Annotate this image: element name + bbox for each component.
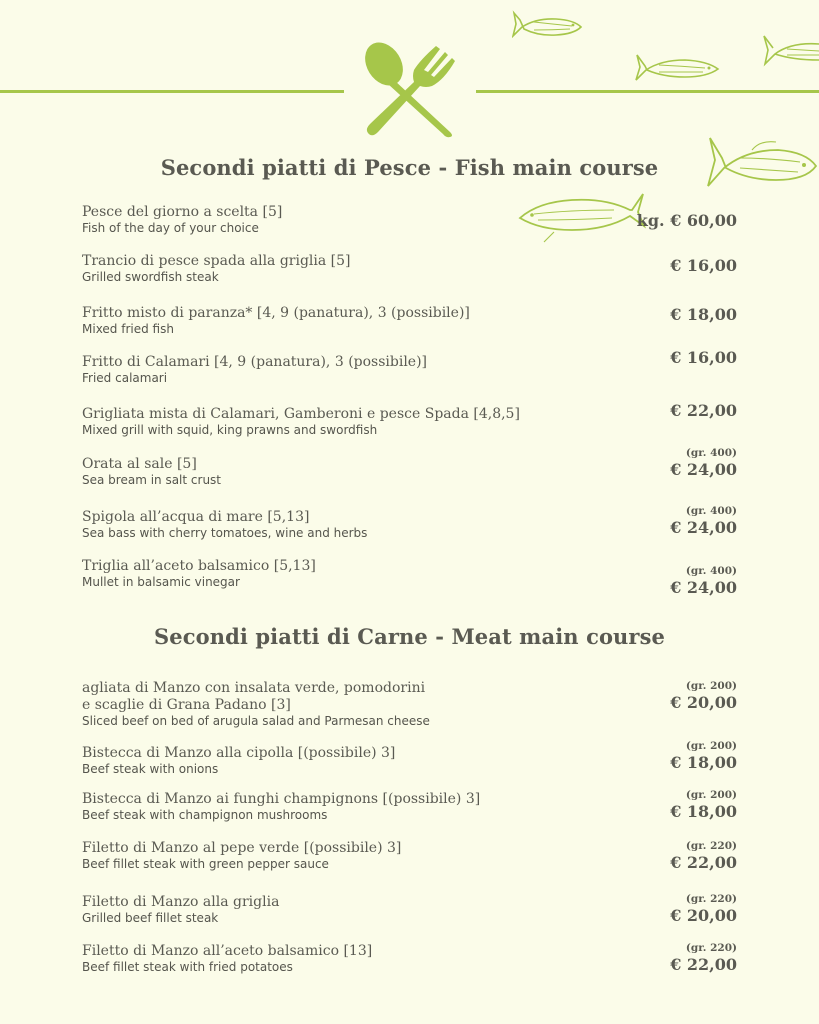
fish-icon <box>763 30 819 70</box>
dish-translation: Grilled swordfish steak <box>82 270 219 284</box>
dish-translation: Beef fillet steak with fried potatoes <box>82 960 293 974</box>
dish-price-block <box>670 348 737 368</box>
dish-weight: (gr. 400) <box>685 505 737 517</box>
dish-name: Bistecca di Manzo ai funghi champignons [(possibile) 3] <box>82 791 481 807</box>
dish-price-block <box>670 504 737 538</box>
dish-translation: Grilled beef fillet steak <box>82 911 219 925</box>
dish-price-block <box>670 892 737 926</box>
dish-price: kg. € 60,00 <box>636 211 737 230</box>
dish-weight: (gr. 400) <box>685 565 737 577</box>
fish-icon <box>512 10 584 42</box>
dish-price: € 22,00 <box>670 955 737 974</box>
dish-price: € 22,00 <box>670 401 737 420</box>
dish-price-block <box>670 788 737 822</box>
menu-item <box>82 204 282 236</box>
dish-name: Bistecca di Manzo alla cipolla [(possibile) 3] <box>82 745 396 761</box>
dish-name: Filetto di Manzo alla griglia <box>82 894 280 910</box>
dish-translation: Mullet in balsamic vinegar <box>82 575 240 589</box>
dish-price: € 20,00 <box>670 906 737 925</box>
dish-name: Filetto di Manzo all’aceto balsamico [13] <box>82 943 373 959</box>
dish-weight: (gr. 200) <box>685 680 737 692</box>
dish-translation: Beef steak with champignon mushrooms <box>82 808 328 822</box>
header-divider-left <box>0 90 344 93</box>
fork-spoon-icon <box>358 40 462 138</box>
dish-weight: (gr. 220) <box>685 942 737 954</box>
dish-name-continued: e scaglie di Grana Padano [3] <box>82 697 291 713</box>
dish-translation: Beef fillet steak with green pepper sauce <box>82 857 329 871</box>
dish-price: € 18,00 <box>670 305 737 324</box>
dish-translation: Fish of the day of your choice <box>82 221 259 235</box>
dish-name: Filetto di Manzo al pepe verde [(possibile) 3] <box>82 840 402 856</box>
dish-translation: Mixed grill with squid, king prawns and swordfish <box>82 423 378 437</box>
menu-item <box>82 840 401 872</box>
dish-weight: (gr. 220) <box>685 840 737 852</box>
menu-item <box>82 558 316 590</box>
dish-translation: Sliced beef on bed of arugula salad and Parmesan cheese <box>82 714 430 728</box>
menu-item <box>82 509 367 541</box>
menu-item <box>82 354 427 386</box>
fish-section-title: Secondi piatti di Pesce - Fish main course <box>160 155 659 180</box>
menu-item <box>82 943 372 975</box>
dish-price: € 22,00 <box>670 853 737 872</box>
menu-item <box>82 680 430 729</box>
dish-price: € 18,00 <box>670 753 737 772</box>
dish-name: agliata di Manzo con insalata verde, pomodorini <box>82 680 426 696</box>
menu-item <box>82 406 520 438</box>
dish-price-block <box>670 679 737 713</box>
dish-name: Pesce del giorno a scelta [5] <box>82 204 283 220</box>
menu-item <box>82 253 351 285</box>
meat-section-title: Secondi piatti di Carne - Meat main course <box>154 624 665 649</box>
dish-name: Orata al sale [5] <box>82 456 197 472</box>
dish-price-block <box>670 739 737 773</box>
menu-item <box>82 894 279 926</box>
dish-weight: (gr. 200) <box>685 789 737 801</box>
dish-price-block <box>670 305 737 325</box>
dish-translation: Sea bass with cherry tomatoes, wine and herbs <box>82 526 368 540</box>
dish-translation: Mixed fried fish <box>82 322 174 336</box>
dish-name: Grigliata mista di Calamari, Gamberoni e pesce Spada [4,8,5] <box>82 406 520 422</box>
dish-price: € 18,00 <box>670 802 737 821</box>
dish-price: € 16,00 <box>670 256 737 275</box>
menu-item <box>82 791 480 823</box>
header-divider-right <box>476 90 819 93</box>
dish-price-block <box>670 564 737 598</box>
dish-name: Fritto misto di paranza* [4, 9 (panatura), 3 (possibile)] <box>82 305 470 321</box>
menu-item <box>82 745 395 777</box>
dish-price-block <box>670 256 737 276</box>
dish-translation: Fried calamari <box>82 371 168 385</box>
fish-icon <box>635 50 721 84</box>
dish-price-block <box>670 839 737 873</box>
dish-price-block <box>670 446 737 480</box>
dish-price: € 16,00 <box>670 348 737 367</box>
dish-price-block <box>670 941 737 975</box>
dish-name: Triglia all’aceto balsamico [5,13] <box>82 558 316 574</box>
dish-translation: Beef steak with onions <box>82 762 219 776</box>
dish-price-block <box>670 401 737 421</box>
menu-item <box>82 305 470 337</box>
menu-item <box>82 456 221 488</box>
dish-price: € 24,00 <box>670 460 737 479</box>
dish-weight: (gr. 400) <box>685 447 737 459</box>
dish-name: Spigola all’acqua di mare [5,13] <box>82 509 310 525</box>
dish-weight: (gr. 220) <box>685 893 737 905</box>
dish-price: € 24,00 <box>670 518 737 537</box>
dish-name: Fritto di Calamari [4, 9 (panatura), 3 (possibile)] <box>82 354 428 370</box>
dish-translation: Sea bream in salt crust <box>82 473 222 487</box>
dish-price-block <box>637 211 737 231</box>
dish-price: € 24,00 <box>670 578 737 597</box>
fish-icon <box>514 188 646 244</box>
dish-weight: (gr. 200) <box>685 740 737 752</box>
dish-price: € 20,00 <box>670 693 737 712</box>
dish-name: Trancio di pesce spada alla griglia [5] <box>82 253 351 269</box>
